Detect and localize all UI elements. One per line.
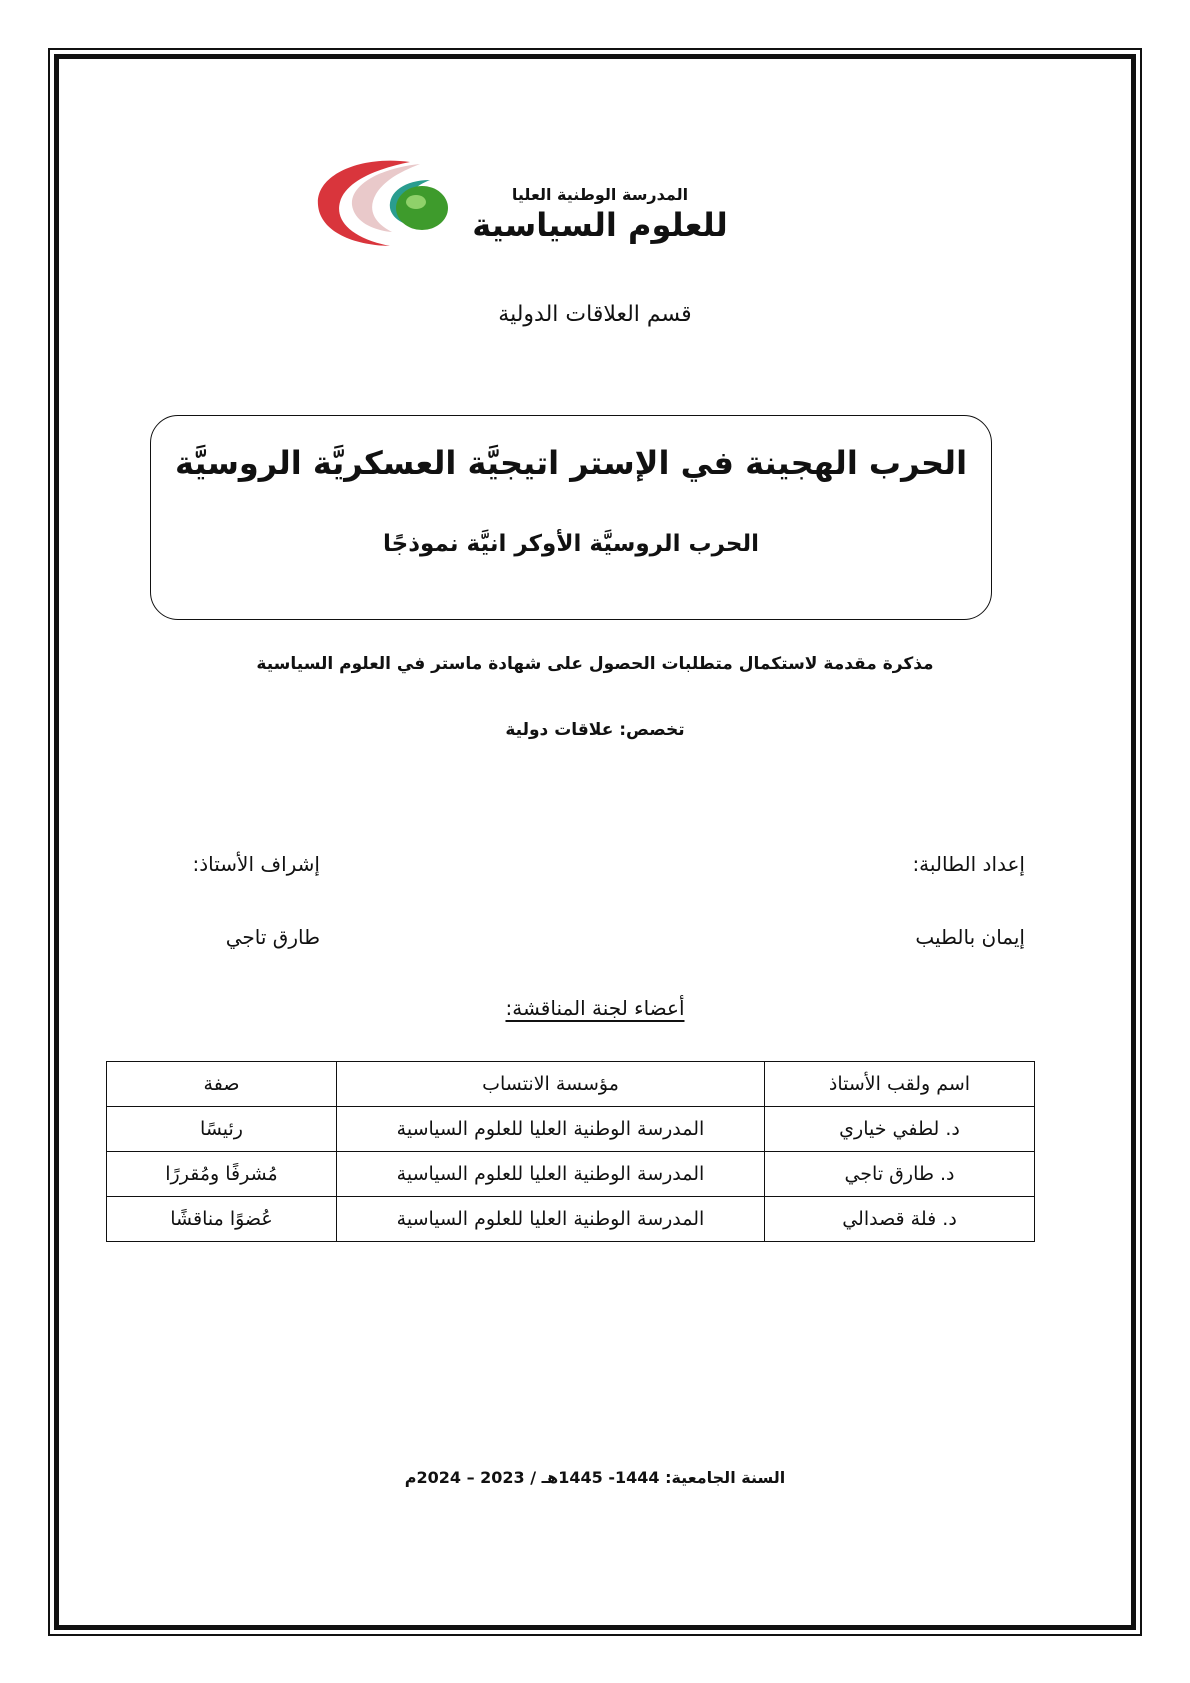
supervisor-name: طارق تاجي bbox=[225, 925, 320, 949]
member-institution: المدرسة الوطنية العليا للعلوم السياسية bbox=[337, 1197, 765, 1242]
table-row bbox=[107, 1197, 1035, 1242]
specialization: تخصص: علاقات دولية bbox=[505, 720, 685, 740]
member-institution: المدرسة الوطنية العليا للعلوم السياسية bbox=[337, 1152, 765, 1197]
table-row bbox=[107, 1152, 1035, 1197]
member-name: د. لطفي خياري bbox=[765, 1107, 1035, 1152]
header-name: اسم ولقب الأستاذ bbox=[765, 1062, 1035, 1107]
memo-statement: مذكرة مقدمة لاستكمال متطلبات الحصول على شهادة ماستر في العلوم السياسية bbox=[256, 654, 934, 674]
member-role: مُشرفًا ومُقررًا bbox=[107, 1152, 337, 1197]
title-box bbox=[150, 415, 992, 620]
header-institution: مؤسسة الانتساب bbox=[337, 1062, 765, 1107]
supervisor-label: إشراف الأستاذ: bbox=[192, 852, 320, 876]
header-role: صفة bbox=[107, 1062, 337, 1107]
thesis-title: الحرب الهجينة في الإستر اتيجيَّة العسكريَّة الروسيَّة bbox=[174, 444, 968, 482]
logo-line1: المدرسة الوطنية العليا bbox=[511, 185, 689, 204]
academic-year: السنة الجامعية: 1444- 1445هـ / 2023 – 2024م bbox=[404, 1468, 786, 1487]
page-border-inner bbox=[54, 54, 1136, 1630]
table-header-row bbox=[107, 1062, 1035, 1107]
jury-table bbox=[106, 1061, 1035, 1242]
student-name: إيمان بالطيب bbox=[915, 925, 1025, 949]
table-row bbox=[107, 1107, 1035, 1152]
member-institution: المدرسة الوطنية العليا للعلوم السياسية bbox=[337, 1107, 765, 1152]
member-name: د. فلة قصدالي bbox=[765, 1197, 1035, 1242]
member-name: د. طارق تاجي bbox=[765, 1152, 1035, 1197]
logo-line2: للعلوم السياسية bbox=[472, 206, 728, 244]
department-name: قسم العلاقات الدولية bbox=[498, 302, 692, 327]
school-logo bbox=[310, 150, 740, 260]
member-role: رئيسًا bbox=[107, 1107, 337, 1152]
committee-heading: أعضاء لجنة المناقشة: bbox=[505, 996, 685, 1020]
member-role: عُضوًا مناقشًا bbox=[107, 1197, 337, 1242]
student-label: إعداد الطالبة: bbox=[912, 852, 1025, 876]
thesis-subtitle: الحرب الروسيَّة الأوكر انيَّة نموذجًا bbox=[383, 531, 759, 557]
